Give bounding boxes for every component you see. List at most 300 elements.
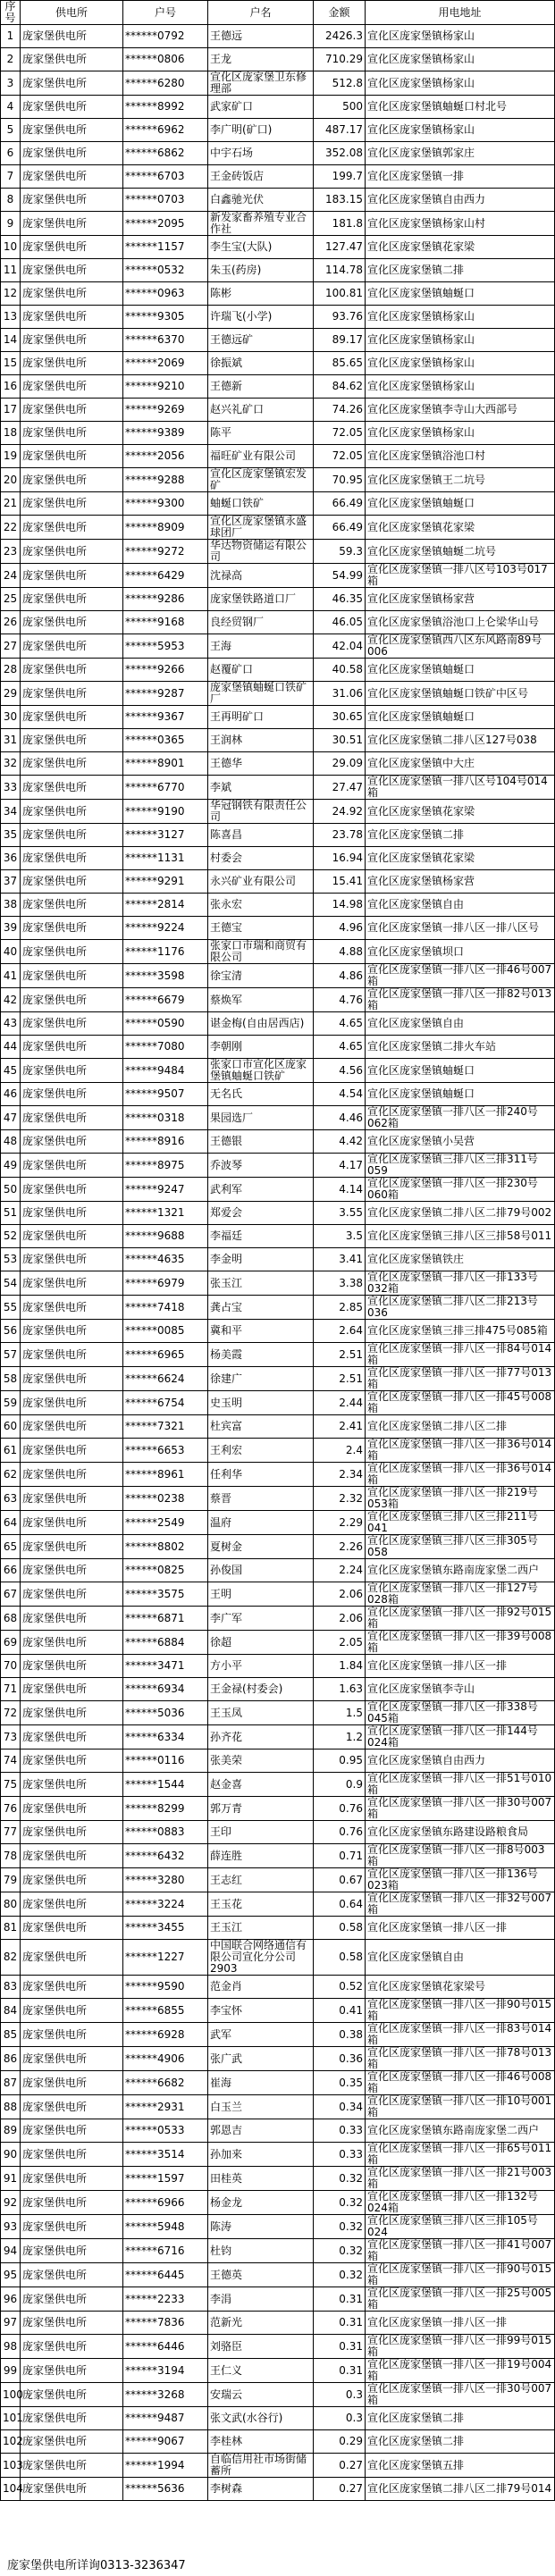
address-cell: 宣化区庞家堡镇二排 bbox=[366, 2407, 555, 2430]
address-cell: 宣化区庞家堡镇一排八区一排78号013箱 bbox=[366, 2047, 555, 2071]
table-row bbox=[1, 399, 555, 422]
row-index: 37 bbox=[1, 870, 21, 894]
amount-cell: 59.3 bbox=[314, 540, 366, 564]
name-cell: 徐建广 bbox=[208, 1367, 314, 1391]
name-cell: 永兴矿业有限公司 bbox=[208, 870, 314, 894]
amount-cell: 0.95 bbox=[314, 1749, 366, 1773]
row-index: 78 bbox=[1, 1844, 21, 1868]
station-cell: 庞家堡供电所 bbox=[21, 894, 123, 917]
station-cell: 庞家堡供电所 bbox=[21, 236, 123, 259]
station-cell: 庞家堡供电所 bbox=[21, 1271, 123, 1296]
amount-cell: 54.99 bbox=[314, 564, 366, 588]
address-cell: 宣化区庞家堡镇一排八区一排92号015箱 bbox=[366, 1607, 555, 1631]
account-cell: ******1321 bbox=[123, 1202, 208, 1225]
table-row bbox=[1, 2071, 555, 2095]
amount-cell: 0.32 bbox=[314, 2215, 366, 2239]
account-cell: ******1131 bbox=[123, 847, 208, 870]
table-row bbox=[1, 1844, 555, 1868]
station-cell: 庞家堡供电所 bbox=[21, 142, 123, 165]
address-cell: 宣化区庞家堡镇一排八区一排32号007箱 bbox=[366, 1892, 555, 1917]
station-cell: 庞家堡供电所 bbox=[21, 1868, 123, 1892]
amount-cell: 2.26 bbox=[314, 1535, 366, 1559]
address-cell: 宣化区庞家堡镇自由西力 bbox=[366, 189, 555, 212]
amount-cell: 0.41 bbox=[314, 1999, 366, 2023]
row-index: 9 bbox=[1, 212, 21, 236]
address-cell: 宣化区庞家堡镇小吴营 bbox=[366, 1130, 555, 1154]
amount-cell: 181.8 bbox=[314, 212, 366, 236]
account-cell: ******6962 bbox=[123, 119, 208, 142]
amount-cell: 23.78 bbox=[314, 824, 366, 847]
account-cell: ******1157 bbox=[123, 236, 208, 259]
station-cell: 庞家堡供电所 bbox=[21, 1749, 123, 1773]
amount-cell: 85.65 bbox=[314, 352, 366, 375]
table-row bbox=[1, 611, 555, 634]
row-index: 63 bbox=[1, 1487, 21, 1511]
station-cell: 庞家堡供电所 bbox=[21, 2239, 123, 2263]
name-cell: 王润林 bbox=[208, 729, 314, 752]
address-cell: 宣化区庞家堡镇花家梁 bbox=[366, 516, 555, 540]
row-index: 58 bbox=[1, 1367, 21, 1391]
name-cell: 崔海 bbox=[208, 2071, 314, 2095]
table-row bbox=[1, 236, 555, 259]
amount-cell: 183.15 bbox=[314, 189, 366, 212]
station-cell: 庞家堡供电所 bbox=[21, 1202, 123, 1225]
account-cell: ******9300 bbox=[123, 492, 208, 516]
amount-cell: 0.31 bbox=[314, 2287, 366, 2312]
account-cell: ******9286 bbox=[123, 588, 208, 611]
row-index: 6 bbox=[1, 142, 21, 165]
amount-cell: 2.24 bbox=[314, 1559, 366, 1582]
table-row bbox=[1, 1940, 555, 1976]
table-row bbox=[1, 1130, 555, 1154]
amount-cell: 3.55 bbox=[314, 1202, 366, 1225]
table-row bbox=[1, 1225, 555, 1248]
row-index: 38 bbox=[1, 894, 21, 917]
account-cell: ******9266 bbox=[123, 659, 208, 682]
address-cell: 宣化区庞家堡镇二排八区二排213号036 bbox=[366, 1296, 555, 1320]
table-row bbox=[1, 2167, 555, 2191]
row-index: 70 bbox=[1, 1655, 21, 1678]
table-row bbox=[1, 2335, 555, 2359]
address-cell: 宣化区庞家堡镇一排八区一排133号032箱 bbox=[366, 1271, 555, 1296]
address-cell: 宣化区庞家堡镇一排八区一排46号007箱 bbox=[366, 964, 555, 988]
address-cell: 宣化区庞家堡镇二排八区二排79号002 bbox=[366, 1202, 555, 1225]
name-cell: 陈平 bbox=[208, 422, 314, 445]
name-cell: 孙俊国 bbox=[208, 1559, 314, 1582]
station-cell: 庞家堡供电所 bbox=[21, 659, 123, 682]
row-index: 94 bbox=[1, 2239, 21, 2263]
name-cell: 张广武 bbox=[208, 2047, 314, 2071]
amount-cell: 0.31 bbox=[314, 2312, 366, 2335]
station-cell: 庞家堡供电所 bbox=[21, 611, 123, 634]
amount-cell: 2.32 bbox=[314, 1487, 366, 1511]
account-cell: ******9287 bbox=[123, 682, 208, 706]
address-cell: 宣化区庞家堡镇一排八区一排90号015箱 bbox=[366, 2263, 555, 2287]
row-index: 45 bbox=[1, 1059, 21, 1083]
address-cell: 宣化区庞家堡镇一排八区一排41号007箱 bbox=[366, 2239, 555, 2263]
name-cell: 沈禄高 bbox=[208, 564, 314, 588]
station-cell: 庞家堡供电所 bbox=[21, 1773, 123, 1797]
station-cell: 庞家堡供电所 bbox=[21, 1678, 123, 1701]
table-row bbox=[1, 165, 555, 189]
amount-cell: 4.17 bbox=[314, 1154, 366, 1178]
station-cell: 庞家堡供电所 bbox=[21, 1320, 123, 1343]
amount-cell: 46.35 bbox=[314, 588, 366, 611]
row-index: 24 bbox=[1, 564, 21, 588]
amount-cell: 4.86 bbox=[314, 964, 366, 988]
name-cell: 李金明 bbox=[208, 1248, 314, 1271]
table-row bbox=[1, 1678, 555, 1701]
row-index: 40 bbox=[1, 940, 21, 964]
station-cell: 庞家堡供电所 bbox=[21, 352, 123, 375]
station-cell: 庞家堡供电所 bbox=[21, 1296, 123, 1320]
amount-cell: 3.38 bbox=[314, 1271, 366, 1296]
address-cell: 宣化区庞家堡镇二排火车站 bbox=[366, 1036, 555, 1059]
address-cell: 宣化区庞家堡镇蚰蜒口铁矿中区号 bbox=[366, 682, 555, 706]
address-cell: 宣化区庞家堡镇一排八区一排90号015箱 bbox=[366, 1999, 555, 2023]
name-cell: 自临信用社市场街储蓄所 bbox=[208, 2454, 314, 2478]
station-cell: 庞家堡供电所 bbox=[21, 25, 123, 48]
row-index: 55 bbox=[1, 1296, 21, 1320]
account-cell: ******8909 bbox=[123, 516, 208, 540]
row-index: 25 bbox=[1, 588, 21, 611]
address-cell: 宣化区庞家堡镇西八区东风路南89号006 bbox=[366, 634, 555, 659]
name-cell: 王明 bbox=[208, 1582, 314, 1607]
name-cell: 宣化区庞家堡卫东修理部 bbox=[208, 71, 314, 96]
account-cell: ******8916 bbox=[123, 1130, 208, 1154]
account-cell: ******6334 bbox=[123, 1725, 208, 1749]
row-index: 93 bbox=[1, 2215, 21, 2239]
row-index: 19 bbox=[1, 445, 21, 468]
station-cell: 庞家堡供电所 bbox=[21, 399, 123, 422]
account-cell: ******6624 bbox=[123, 1367, 208, 1391]
address-cell: 宣化区庞家堡镇一排八区一排65号011箱 bbox=[366, 2143, 555, 2167]
amount-cell: 100.81 bbox=[314, 282, 366, 306]
name-cell: 田桂英 bbox=[208, 2167, 314, 2191]
table-row bbox=[1, 1106, 555, 1130]
table-row bbox=[1, 634, 555, 659]
station-cell: 庞家堡供电所 bbox=[21, 1917, 123, 1940]
table-row bbox=[1, 800, 555, 824]
station-cell: 庞家堡供电所 bbox=[21, 259, 123, 282]
address-cell: 宣化区庞家堡镇郭家庄 bbox=[366, 142, 555, 165]
account-cell: ******9168 bbox=[123, 611, 208, 634]
row-index: 29 bbox=[1, 682, 21, 706]
name-cell: 安瑞云 bbox=[208, 2383, 314, 2407]
header-cell-address: 用电地址 bbox=[366, 1, 555, 25]
name-cell: 温府 bbox=[208, 1511, 314, 1535]
table-row bbox=[1, 1749, 555, 1773]
address-cell: 宣化区庞家堡镇一排八区一排136号023箱 bbox=[366, 1868, 555, 1892]
account-cell: ******0365 bbox=[123, 729, 208, 752]
address-cell: 宣化区庞家堡镇蚰蜒口 bbox=[366, 492, 555, 516]
station-cell: 庞家堡供电所 bbox=[21, 1415, 123, 1439]
row-index: 41 bbox=[1, 964, 21, 988]
address-cell: 宣化区庞家堡镇蚰蜒口 bbox=[366, 282, 555, 306]
table-header-row bbox=[1, 1, 555, 25]
account-cell: ******3127 bbox=[123, 824, 208, 847]
address-cell: 宣化区庞家堡镇一排八区一排51号010箱 bbox=[366, 1773, 555, 1797]
station-cell: 庞家堡供电所 bbox=[21, 165, 123, 189]
address-cell: 宣化区庞家堡镇蚰蜒口 bbox=[366, 659, 555, 682]
address-cell: 宣化区庞家堡镇一排八区一排338号045箱 bbox=[366, 1701, 555, 1725]
account-cell: ******7418 bbox=[123, 1296, 208, 1320]
amount-cell: 66.49 bbox=[314, 516, 366, 540]
amount-cell: 3.5 bbox=[314, 1225, 366, 1248]
table-row bbox=[1, 25, 555, 48]
station-cell: 庞家堡供电所 bbox=[21, 189, 123, 212]
name-cell: 杨金龙 bbox=[208, 2191, 314, 2215]
row-index: 1 bbox=[1, 25, 21, 48]
amount-cell: 0.38 bbox=[314, 2023, 366, 2047]
station-cell: 庞家堡供电所 bbox=[21, 48, 123, 71]
name-cell: 郭万青 bbox=[208, 1797, 314, 1821]
name-cell: 李涓 bbox=[208, 2287, 314, 2312]
table-row bbox=[1, 2359, 555, 2383]
amount-cell: 24.92 bbox=[314, 800, 366, 824]
name-cell: 杜钧 bbox=[208, 2239, 314, 2263]
address-cell: 宣化区庞家堡镇自由 bbox=[366, 894, 555, 917]
row-index: 96 bbox=[1, 2287, 21, 2312]
station-cell: 庞家堡供电所 bbox=[21, 1940, 123, 1976]
table-row bbox=[1, 940, 555, 964]
amount-cell: 4.54 bbox=[314, 1083, 366, 1106]
table-row bbox=[1, 189, 555, 212]
name-cell: 武家矿口 bbox=[208, 96, 314, 119]
address-cell: 宣化区庞家堡镇花家梁 bbox=[366, 847, 555, 870]
amount-cell: 72.05 bbox=[314, 422, 366, 445]
name-cell: 李广明(矿口) bbox=[208, 119, 314, 142]
address-cell: 宣化区庞家堡镇杨家山 bbox=[366, 25, 555, 48]
amount-cell: 487.17 bbox=[314, 119, 366, 142]
account-cell: ******5948 bbox=[123, 2215, 208, 2239]
address-cell: 宣化区庞家堡镇三排八区三排105号024 bbox=[366, 2215, 555, 2239]
row-index: 92 bbox=[1, 2191, 21, 2215]
table-row bbox=[1, 706, 555, 729]
address-cell: 宣化区庞家堡镇一排八区一排19号004箱 bbox=[366, 2359, 555, 2383]
address-cell: 宣化区庞家堡镇一排八区一排36号014箱 bbox=[366, 1463, 555, 1487]
station-cell: 庞家堡供电所 bbox=[21, 1178, 123, 1202]
address-cell: 宣化区庞家堡镇王二坑号 bbox=[366, 468, 555, 492]
station-cell: 庞家堡供电所 bbox=[21, 1154, 123, 1178]
name-cell: 李斌 bbox=[208, 776, 314, 800]
account-cell: ******6934 bbox=[123, 1678, 208, 1701]
table-row bbox=[1, 729, 555, 752]
amount-cell: 4.42 bbox=[314, 1130, 366, 1154]
table-row bbox=[1, 468, 555, 492]
station-cell: 庞家堡供电所 bbox=[21, 588, 123, 611]
table-row bbox=[1, 2312, 555, 2335]
station-cell: 庞家堡供电所 bbox=[21, 1487, 123, 1511]
station-cell: 庞家堡供电所 bbox=[21, 375, 123, 399]
address-cell: 宣化区庞家堡镇一排八区一排36号014箱 bbox=[366, 1439, 555, 1463]
address-cell: 宣化区庞家堡镇一排八区一排127号028箱 bbox=[366, 1582, 555, 1607]
table-row bbox=[1, 1797, 555, 1821]
station-cell: 庞家堡供电所 bbox=[21, 824, 123, 847]
table-row bbox=[1, 776, 555, 800]
name-cell: 新发家畜养殖专业合作社 bbox=[208, 212, 314, 236]
account-cell: ******9269 bbox=[123, 399, 208, 422]
station-cell: 庞家堡供电所 bbox=[21, 282, 123, 306]
address-cell: 宣化区庞家堡镇一排八区一排八区号 bbox=[366, 917, 555, 940]
amount-cell: 0.33 bbox=[314, 2143, 366, 2167]
row-index: 23 bbox=[1, 540, 21, 564]
row-index: 8 bbox=[1, 189, 21, 212]
row-index: 60 bbox=[1, 1415, 21, 1439]
amount-cell: 352.08 bbox=[314, 142, 366, 165]
row-index: 71 bbox=[1, 1678, 21, 1701]
row-index: 14 bbox=[1, 329, 21, 352]
row-index: 89 bbox=[1, 2119, 21, 2143]
amount-cell: 2.64 bbox=[314, 1320, 366, 1343]
amount-cell: 30.51 bbox=[314, 729, 366, 752]
table-row bbox=[1, 1202, 555, 1225]
name-cell: 赵兴礼矿口 bbox=[208, 399, 314, 422]
account-cell: ******8992 bbox=[123, 96, 208, 119]
name-cell: 华达物资储运有限公司 bbox=[208, 540, 314, 564]
table-row bbox=[1, 2095, 555, 2119]
account-cell: ******8975 bbox=[123, 1154, 208, 1178]
address-cell: 宣化区庞家堡镇二排八区二排 bbox=[366, 1415, 555, 1439]
account-cell: ******1227 bbox=[123, 1940, 208, 1976]
amount-cell: 0.71 bbox=[314, 1844, 366, 1868]
address-cell: 宣化区庞家堡镇一排八区一排46号008箱 bbox=[366, 2071, 555, 2095]
amount-cell: 4.65 bbox=[314, 1036, 366, 1059]
table-row bbox=[1, 988, 555, 1012]
name-cell: 孙齐花 bbox=[208, 1725, 314, 1749]
amount-cell: 0.32 bbox=[314, 2191, 366, 2215]
row-index: 57 bbox=[1, 1343, 21, 1367]
table-row bbox=[1, 1655, 555, 1678]
account-cell: ******0238 bbox=[123, 1487, 208, 1511]
row-index: 10 bbox=[1, 236, 21, 259]
amount-cell: 0.31 bbox=[314, 2359, 366, 2383]
row-index: 61 bbox=[1, 1439, 21, 1463]
header-cell-account: 户号 bbox=[123, 1, 208, 25]
account-cell: ******6855 bbox=[123, 1999, 208, 2023]
row-index: 52 bbox=[1, 1225, 21, 1248]
table-row bbox=[1, 375, 555, 399]
account-cell: ******2233 bbox=[123, 2287, 208, 2312]
table-row bbox=[1, 1320, 555, 1343]
account-cell: ******0085 bbox=[123, 1320, 208, 1343]
account-cell: ******9688 bbox=[123, 1225, 208, 1248]
name-cell: 郭恩吉 bbox=[208, 2119, 314, 2143]
account-cell: ******2056 bbox=[123, 445, 208, 468]
address-cell: 宣化区庞家堡镇一排八区一排10号001箱 bbox=[366, 2095, 555, 2119]
amount-cell: 2.41 bbox=[314, 1415, 366, 1439]
amount-cell: 199.7 bbox=[314, 165, 366, 189]
amount-cell: 40.58 bbox=[314, 659, 366, 682]
account-cell: ******9224 bbox=[123, 917, 208, 940]
row-index: 34 bbox=[1, 800, 21, 824]
table-row bbox=[1, 1999, 555, 2023]
table-row bbox=[1, 1296, 555, 1320]
address-cell: 宣化区庞家堡镇一排八区一排30号007箱 bbox=[366, 1797, 555, 1821]
amount-cell: 0.64 bbox=[314, 1892, 366, 1917]
address-cell: 宣化区庞家堡镇一排八区一排99号015箱 bbox=[366, 2335, 555, 2359]
account-cell: ******6446 bbox=[123, 2335, 208, 2359]
row-index: 101 bbox=[1, 2407, 21, 2430]
name-cell: 王德新 bbox=[208, 375, 314, 399]
table-row bbox=[1, 1463, 555, 1487]
table-row bbox=[1, 564, 555, 588]
station-cell: 庞家堡供电所 bbox=[21, 2407, 123, 2430]
row-index: 84 bbox=[1, 1999, 21, 2023]
table-row bbox=[1, 1976, 555, 1999]
table-row bbox=[1, 2119, 555, 2143]
account-cell: ******6429 bbox=[123, 564, 208, 588]
row-index: 74 bbox=[1, 1749, 21, 1773]
address-cell: 宣化区庞家堡镇自由 bbox=[366, 1940, 555, 1976]
account-cell: ******0806 bbox=[123, 48, 208, 71]
amount-cell: 4.56 bbox=[314, 1059, 366, 1083]
row-index: 56 bbox=[1, 1320, 21, 1343]
table-row bbox=[1, 824, 555, 847]
table-row bbox=[1, 1178, 555, 1202]
station-cell: 庞家堡供电所 bbox=[21, 329, 123, 352]
address-cell: 宣化区庞家堡镇一排八区一排30号007箱 bbox=[366, 2383, 555, 2407]
account-cell: ******0825 bbox=[123, 1559, 208, 1582]
table-row bbox=[1, 2239, 555, 2263]
address-cell: 宣化区庞家堡镇蚰蜒二坑号 bbox=[366, 540, 555, 564]
station-cell: 庞家堡供电所 bbox=[21, 119, 123, 142]
address-cell: 宣化区庞家堡镇二排 bbox=[366, 824, 555, 847]
address-cell: 宣化区庞家堡镇二排八区二排79号014 bbox=[366, 2478, 555, 2501]
account-cell: ******7080 bbox=[123, 1036, 208, 1059]
station-cell: 庞家堡供电所 bbox=[21, 1844, 123, 1868]
table-row bbox=[1, 1367, 555, 1391]
account-cell: ******6871 bbox=[123, 1607, 208, 1631]
amount-cell: 0.27 bbox=[314, 2454, 366, 2478]
row-index: 18 bbox=[1, 422, 21, 445]
address-cell: 宣化区庞家堡镇蚰蜒口 bbox=[366, 706, 555, 729]
amount-cell: 0.76 bbox=[314, 1821, 366, 1844]
station-cell: 庞家堡供电所 bbox=[21, 1130, 123, 1154]
name-cell: 方小平 bbox=[208, 1655, 314, 1678]
row-index: 76 bbox=[1, 1797, 21, 1821]
amount-cell: 16.94 bbox=[314, 847, 366, 870]
name-cell: 冀和平 bbox=[208, 1320, 314, 1343]
account-cell: ******0318 bbox=[123, 1106, 208, 1130]
station-cell: 庞家堡供电所 bbox=[21, 1225, 123, 1248]
account-cell: ******9367 bbox=[123, 706, 208, 729]
header-cell-index: 序号 bbox=[1, 1, 21, 25]
name-cell: 郑爱会 bbox=[208, 1202, 314, 1225]
amount-cell: 2.51 bbox=[314, 1343, 366, 1367]
station-cell: 庞家堡供电所 bbox=[21, 1725, 123, 1749]
table-row bbox=[1, 1725, 555, 1749]
station-cell: 庞家堡供电所 bbox=[21, 1439, 123, 1463]
address-cell: 宣化区庞家堡镇杨家山 bbox=[366, 422, 555, 445]
row-index: 91 bbox=[1, 2167, 21, 2191]
station-cell: 庞家堡供电所 bbox=[21, 516, 123, 540]
row-index: 16 bbox=[1, 375, 21, 399]
address-cell: 宣化区庞家堡镇东路南庞家堡二西户 bbox=[366, 1559, 555, 1582]
station-cell: 庞家堡供电所 bbox=[21, 2335, 123, 2359]
station-cell: 庞家堡供电所 bbox=[21, 940, 123, 964]
station-cell: 庞家堡供电所 bbox=[21, 2215, 123, 2239]
account-cell: ******6682 bbox=[123, 2071, 208, 2095]
amount-cell: 2.44 bbox=[314, 1391, 366, 1415]
row-index: 21 bbox=[1, 492, 21, 516]
amount-cell: 0.3 bbox=[314, 2383, 366, 2407]
amount-cell: 0.32 bbox=[314, 2167, 366, 2191]
station-cell: 庞家堡供电所 bbox=[21, 96, 123, 119]
amount-cell: 89.17 bbox=[314, 329, 366, 352]
account-cell: ******6862 bbox=[123, 142, 208, 165]
account-cell: ******9305 bbox=[123, 306, 208, 329]
